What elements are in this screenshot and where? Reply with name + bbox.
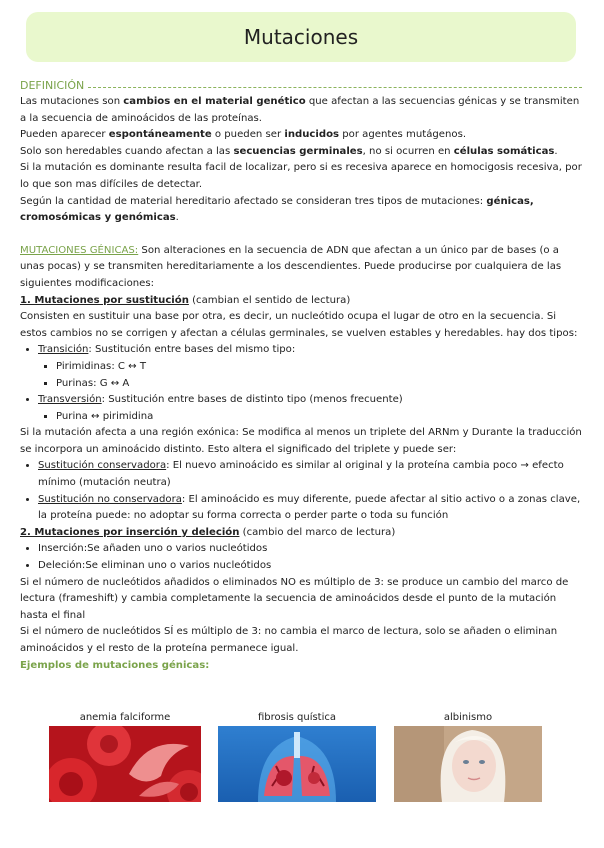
substitution-types-list (20, 342, 582, 359)
list-item-no-conservadora: • Sustitución no conservadora: El aminoácido es muy diferente, puede afectar al sitio activo o a zonas clave, la proteína puede: no adoptar su forma correcta o perder parte o toda su función (38, 492, 582, 525)
substitution-types-list-2 (20, 392, 582, 409)
insertion-deletion-list (20, 541, 582, 574)
list-item-purina-pirimidina: ▪ Purina ↔ pirimidina (56, 409, 582, 426)
definition-p1: Las mutaciones son cambios en el material genético que afectan a las secuencias génicas y se transmiten a la secuencia de aminoácidos de las proteínas. (20, 96, 580, 124)
definition-header (20, 78, 582, 94)
caption-albinismo: albinismo (443, 712, 493, 723)
caption-fibrosis: fibrosis quística (257, 712, 337, 723)
list-item-delecion: • Deleción:Se eliminan uno o varios nucleótidos (38, 558, 582, 575)
example-albinismo (394, 710, 542, 802)
section-1-heading: 1. Mutaciones por sustitución (cambian el sentido de lectura) (20, 294, 351, 306)
albino-child-image (394, 726, 542, 802)
genicas-intro: MUTACIONES GÉNICAS: Son alteraciones en la secuencia de ADN que afectan a un único par de bases (o a unas pocas) y se transmiten hereditariamente a los descendientes. Puede producirse por cualquiera de las siguientes modificaciones: (20, 244, 562, 289)
list-item-conservadora: • Sustitución conservadora: El nuevo aminoácido es similar al original y la proteína cambia poco → efecto mínimo (mutación neutra) (38, 458, 582, 491)
exonica-text: Si la mutación afecta a una región exónica: Se modifica al menos un triplete del ARNm y Durante la traducción se incorpora un aminoácido distinto. Esto altera el significado del triplete y puede ser: (20, 427, 582, 455)
definition-p2: Pueden aparecer espontáneamente o pueden ser inducidos por agentes mutágenos. (20, 129, 467, 141)
examples-title: Ejemplos de mutaciones génicas: (20, 659, 210, 671)
list-item-insercion: • Inserción:Se añaden uno o varios nucleótidos (38, 541, 582, 558)
transversion-sublist (20, 409, 582, 426)
section-1-text: Consisten en sustituir una base por otra, es decir, un nucleótido ocupa el lugar de otro en la secuencia. Si estos cambios no se corrigen y afectan a células germinales, se vuelven estables y heredables. hay dos tipos: (20, 311, 578, 339)
transicion-sublist (20, 359, 582, 392)
multiplo-text: Si el número de nucleótidos SÍ es múltiplo de 3: no cambia el marco de lectura, solo se añaden o eliminan aminoácidos y el resto de la proteína permanece igual. (20, 626, 558, 654)
genicas-label: MUTACIONES GÉNICAS: (20, 244, 139, 256)
definition-p3: Solo son heredables cuando afectan a las secuencias germinales, no si ocurren en células somáticas. (20, 145, 558, 157)
content (20, 78, 582, 674)
lungs-image (218, 726, 376, 802)
definition-p4: Si la mutación es dominante resulta facil de localizar, pero si es recesiva aparece en homocigosis recesiva, por lo que son mas difíciles de detectar. (20, 162, 582, 190)
list-item-pirimidinas: ▪ Pirimidinas: C ↔ T (56, 359, 582, 376)
list-item-purinas: ▪ Purinas: G ↔ A (56, 376, 582, 393)
definition-label: DEFINICIÓN (20, 78, 85, 92)
page-title: Mutaciones (26, 12, 576, 62)
example-anemia (49, 710, 201, 802)
no-multiplo-text: Si el número de nucleótidos añadidos o eliminados NO es múltiplo de 3: se produce un cambio del marco de lectura (frameshift) y cambia completamente la secuencia de aminoácidos desde el punto de la mutación hasta el final (20, 576, 569, 621)
list-item-transicion: • Transición: Sustitución entre bases del mismo tipo: (38, 342, 582, 359)
substitution-effects-list (20, 458, 582, 524)
dashed-divider (88, 87, 582, 88)
caption-anemia: anemia falciforme (79, 712, 171, 723)
definition-p5: Según la cantidad de material hereditario afectado se consideran tres tipos de mutaciones: génicas, cromosómicas y genómicas. (20, 195, 534, 224)
example-fibrosis (218, 710, 376, 802)
red-blood-cells-image (49, 726, 201, 802)
list-item-transversion: • Transversión: Sustitución entre bases de distinto tipo (menos frecuente) (38, 392, 582, 409)
section-2-heading: 2. Mutaciones por inserción y deleción (cambio del marco de lectura) (20, 526, 396, 538)
